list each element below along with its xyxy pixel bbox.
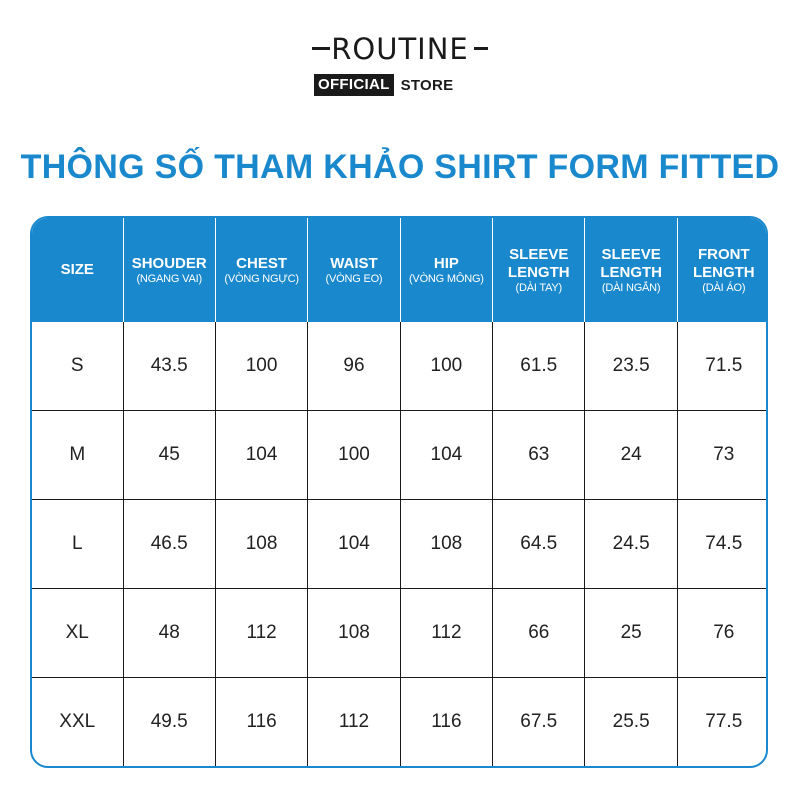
measurement-cell: 63 bbox=[493, 411, 585, 500]
logo-left-line bbox=[312, 47, 330, 50]
measurement-cell: 43.5 bbox=[123, 322, 215, 411]
column-header-label: SHOUDER bbox=[131, 254, 207, 272]
column-header-label: SIZE bbox=[60, 261, 94, 278]
table-row bbox=[32, 500, 768, 589]
logo-text: ROUTINE bbox=[331, 32, 469, 66]
size-cell: XXL bbox=[32, 677, 123, 766]
logo-wordmark bbox=[312, 32, 488, 68]
measurement-cell: 116 bbox=[215, 677, 307, 766]
measurement-cell: 96 bbox=[308, 322, 400, 411]
measurement-cell: 66 bbox=[493, 588, 585, 677]
column-header bbox=[308, 218, 400, 322]
measurement-cell: 104 bbox=[400, 411, 492, 500]
logo-store-text: STORE bbox=[400, 76, 454, 94]
size-chart bbox=[30, 216, 768, 768]
column-header bbox=[123, 218, 215, 322]
column-header bbox=[493, 218, 585, 322]
table-row bbox=[32, 588, 768, 677]
column-header-sublabel: (VÒNG NGỰC) bbox=[224, 272, 299, 285]
measurement-cell: 48 bbox=[123, 588, 215, 677]
measurement-cell: 61.5 bbox=[493, 322, 585, 411]
measurement-cell: 108 bbox=[400, 500, 492, 589]
column-header-sublabel: (VÒNG EO) bbox=[325, 272, 383, 285]
measurement-cell: 104 bbox=[215, 411, 307, 500]
measurement-cell: 73 bbox=[677, 411, 768, 500]
column-header-label: HIP bbox=[433, 254, 459, 272]
measurement-cell: 64.5 bbox=[493, 500, 585, 589]
logo-subline bbox=[314, 74, 453, 96]
column-header-label: SLEEVE bbox=[509, 245, 569, 263]
column-header bbox=[585, 218, 677, 322]
column-header-sublabel: (NGANG VAI) bbox=[136, 272, 202, 285]
table-row bbox=[32, 677, 768, 766]
size-cell: S bbox=[32, 322, 123, 411]
column-header-sublabel: (VÒNG MÔNG) bbox=[408, 272, 484, 285]
measurement-cell: 23.5 bbox=[585, 322, 677, 411]
column-header-label-line2: LENGTH bbox=[507, 263, 570, 281]
column-header bbox=[400, 218, 492, 322]
measurement-cell: 112 bbox=[215, 588, 307, 677]
column-header-label: WAIST bbox=[330, 254, 378, 272]
size-table bbox=[32, 218, 768, 766]
table-body bbox=[32, 322, 768, 766]
measurement-cell: 25 bbox=[585, 588, 677, 677]
measurement-cell: 112 bbox=[308, 677, 400, 766]
measurement-cell: 49.5 bbox=[123, 677, 215, 766]
column-header-label: FRONT bbox=[697, 245, 750, 263]
measurement-cell: 46.5 bbox=[123, 500, 215, 589]
measurement-cell: 100 bbox=[400, 322, 492, 411]
column-header-sublabel: (DÀI TAY) bbox=[515, 281, 562, 294]
column-header bbox=[215, 218, 307, 322]
column-header bbox=[677, 218, 768, 322]
brand-logo bbox=[312, 32, 492, 102]
size-cell: XL bbox=[32, 588, 123, 677]
column-header-label-line2: LENGTH bbox=[692, 263, 755, 281]
measurement-cell: 24.5 bbox=[585, 500, 677, 589]
measurement-cell: 108 bbox=[308, 588, 400, 677]
table-row bbox=[32, 411, 768, 500]
measurement-cell: 71.5 bbox=[677, 322, 768, 411]
logo-official-badge: OFFICIAL bbox=[314, 74, 394, 96]
column-header-label-line2: LENGTH bbox=[600, 263, 662, 281]
logo-right-line bbox=[474, 47, 488, 50]
measurement-cell: 104 bbox=[308, 500, 400, 589]
measurement-cell: 74.5 bbox=[677, 500, 768, 589]
column-header bbox=[32, 218, 123, 322]
measurement-cell: 116 bbox=[400, 677, 492, 766]
table-row bbox=[32, 322, 768, 411]
measurement-cell: 100 bbox=[215, 322, 307, 411]
measurement-cell: 108 bbox=[215, 500, 307, 589]
page-title: THÔNG SỐ THAM KHẢO SHIRT FORM FITTED bbox=[20, 148, 780, 186]
measurement-cell: 45 bbox=[123, 411, 215, 500]
measurement-cell: 67.5 bbox=[493, 677, 585, 766]
measurement-cell: 100 bbox=[308, 411, 400, 500]
size-cell: M bbox=[32, 411, 123, 500]
measurement-cell: 24 bbox=[585, 411, 677, 500]
column-header-label: SLEEVE bbox=[601, 245, 661, 263]
column-header-sublabel: (DÀI NGẮN) bbox=[601, 281, 661, 294]
column-header-label: CHEST bbox=[236, 254, 287, 272]
measurement-cell: 25.5 bbox=[585, 677, 677, 766]
measurement-cell: 112 bbox=[400, 588, 492, 677]
measurement-cell: 77.5 bbox=[705, 710, 743, 732]
table-header bbox=[32, 218, 768, 322]
header-row bbox=[32, 218, 768, 322]
column-header-sublabel: (DÀI ÁO) bbox=[702, 281, 746, 294]
size-cell: L bbox=[32, 500, 123, 589]
measurement-cell: 76 bbox=[677, 588, 768, 677]
